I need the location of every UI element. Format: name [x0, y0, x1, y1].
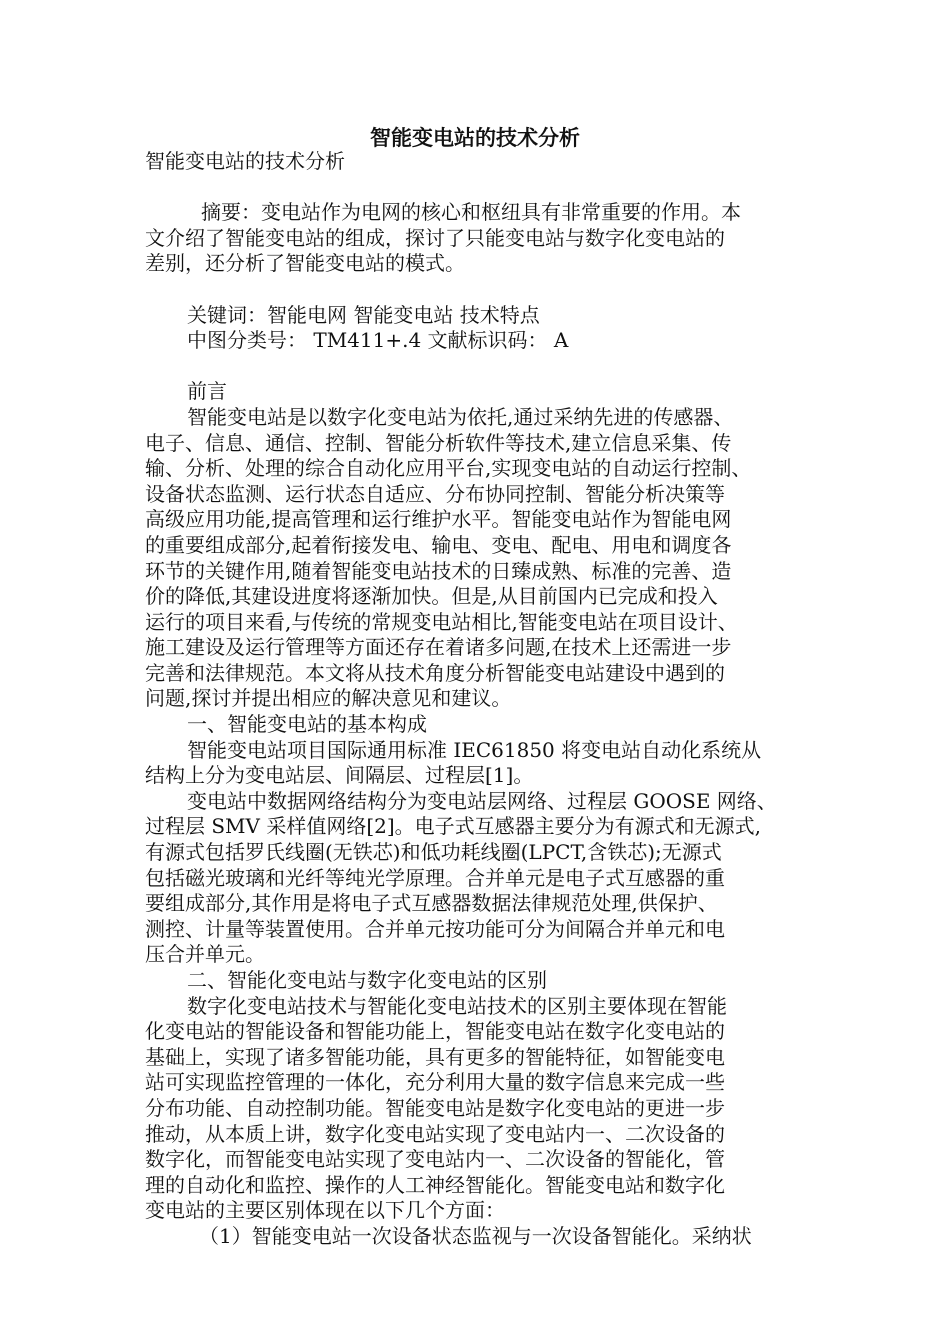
section1-line: 包括磁光玻璃和光纤等纯光学原理。合并单元是电子式互感器的重 — [145, 865, 725, 890]
preface-line: 问题,探讨并提出相应的解决意见和建议。 — [145, 686, 512, 711]
classification: 中图分类号： TM411+.4 文献标识码： A — [187, 328, 569, 353]
section1-line: 过程层 SMV 采样值网络[2]。电子式互感器主要分为有源式和无源式, — [145, 814, 762, 839]
preface-line: 输、分析、处理的综合自动化应用平台,实现变电站的自动运行控制、 — [145, 456, 752, 481]
blank-line — [145, 175, 815, 201]
section2-line: 变电站的主要区别体现在以下几个方面： — [145, 1198, 505, 1223]
section1-line: 有源式包括罗氏线圈(无铁芯)和低功耗线圈(LPCT,含铁芯);无源式 — [145, 840, 722, 865]
section2-line: 化变电站的智能设备和智能功能上，智能变电站在数字化变电站的 — [145, 1019, 725, 1044]
section-heading: 二、智能化变电站与数字化变电站的区别 — [187, 968, 547, 992]
blank-line — [145, 354, 815, 380]
document-body — [145, 149, 815, 1250]
section1-line: 要组成部分,其作用是将电子式互感器数据法律规范处理,供保护、 — [145, 891, 718, 916]
section1-line: 压合并单元。 — [145, 942, 265, 967]
abstract-line: 摘要：变电站作为电网的核心和枢纽具有非常重要的作用。本 — [201, 200, 741, 225]
section2-line: 数字化变电站技术与智能化变电站技术的区别主要体现在智能 — [187, 993, 727, 1018]
document-title: 智能变电站的技术分析 — [370, 126, 580, 150]
section1-line: 变电站中数据网络结构分为变电站层网络、过程层 GOOSE 网络、 — [187, 788, 777, 813]
section1-line: 结构上分为变电站层、间隔层、过程层[1]。 — [145, 763, 534, 788]
preface-heading: 前言 — [187, 379, 227, 404]
abstract-line: 文介绍了智能变电站的组成，探讨了只能变电站与数字化变电站的 — [145, 225, 725, 250]
preface-line: 电子、信息、通信、控制、智能分析软件等技术,建立信息采集、传 — [145, 430, 732, 455]
section2-line: 推动，从本质上讲，数字化变电站实现了变电站内一、二次设备的 — [145, 1121, 725, 1146]
preface-line: 高级应用功能,提高管理和运行维护水平。智能变电站作为智能电网 — [145, 507, 732, 532]
section1-line: 智能变电站项目国际通用标准 IEC61850 将变电站自动化系统从 — [187, 737, 762, 762]
section2-line: 数字化，而智能变电站实现了变电站内一、二次设备的智能化，管 — [145, 1147, 725, 1172]
preface-line: 环节的关键作用,随着智能变电站技术的日臻成熟、标准的完善、造 — [145, 558, 732, 583]
preface-line: 完善和法律规范。本文将从技术角度分析智能变电站建设中遇到的 — [145, 660, 725, 685]
preface-line: 设备状态监测、运行状态自适应、分布协同控制、智能分析决策等 — [145, 481, 725, 506]
section-heading: 一、智能变电站的基本构成 — [187, 712, 427, 737]
preface-line: 的重要组成部分,起着衔接发电、输电、变电、配电、用电和调度各 — [145, 532, 732, 557]
preface-line: 运行的项目来看,与传统的常规变电站相比,智能变电站在项目设计、 — [145, 609, 738, 634]
abstract-line: 差别，还分析了智能变电站的模式。 — [145, 251, 465, 276]
preface-line: 智能变电站是以数字化变电站为依托,通过采纳先进的传感器、 — [187, 404, 734, 429]
section2-line: 基础上，实现了诸多智能功能，具有更多的智能特征，如智能变电 — [145, 1044, 725, 1069]
subtitle: 智能变电站的技术分析 — [145, 149, 345, 173]
section2-line: 分布功能、自动控制功能。智能变电站是数字化变电站的更进一步 — [145, 1095, 725, 1120]
section1-line: 测控、计量等装置使用。合并单元按功能可分为间隔合并单元和电 — [145, 916, 725, 941]
section2-line: 站可实现监控管理的一体化，充分利用大量的数字信息来完成一些 — [145, 1070, 725, 1095]
blank-line — [145, 277, 815, 303]
keywords: 关键词：智能电网 智能变电站 技术特点 — [187, 302, 540, 327]
preface-line: 价的降低,其建设进度将逐渐加快。但是,从目前国内已完成和投入 — [145, 584, 718, 609]
section2-line: 理的自动化和监控、操作的人工神经智能化。智能变电站和数字化 — [145, 1172, 725, 1197]
section2-item: （1）智能变电站一次设备状态监视与一次设备智能化。采纳状 — [199, 1223, 752, 1248]
preface-line: 施工建设及运行管理等方面还存在着诸多问题,在技术上还需进一步 — [145, 635, 732, 660]
